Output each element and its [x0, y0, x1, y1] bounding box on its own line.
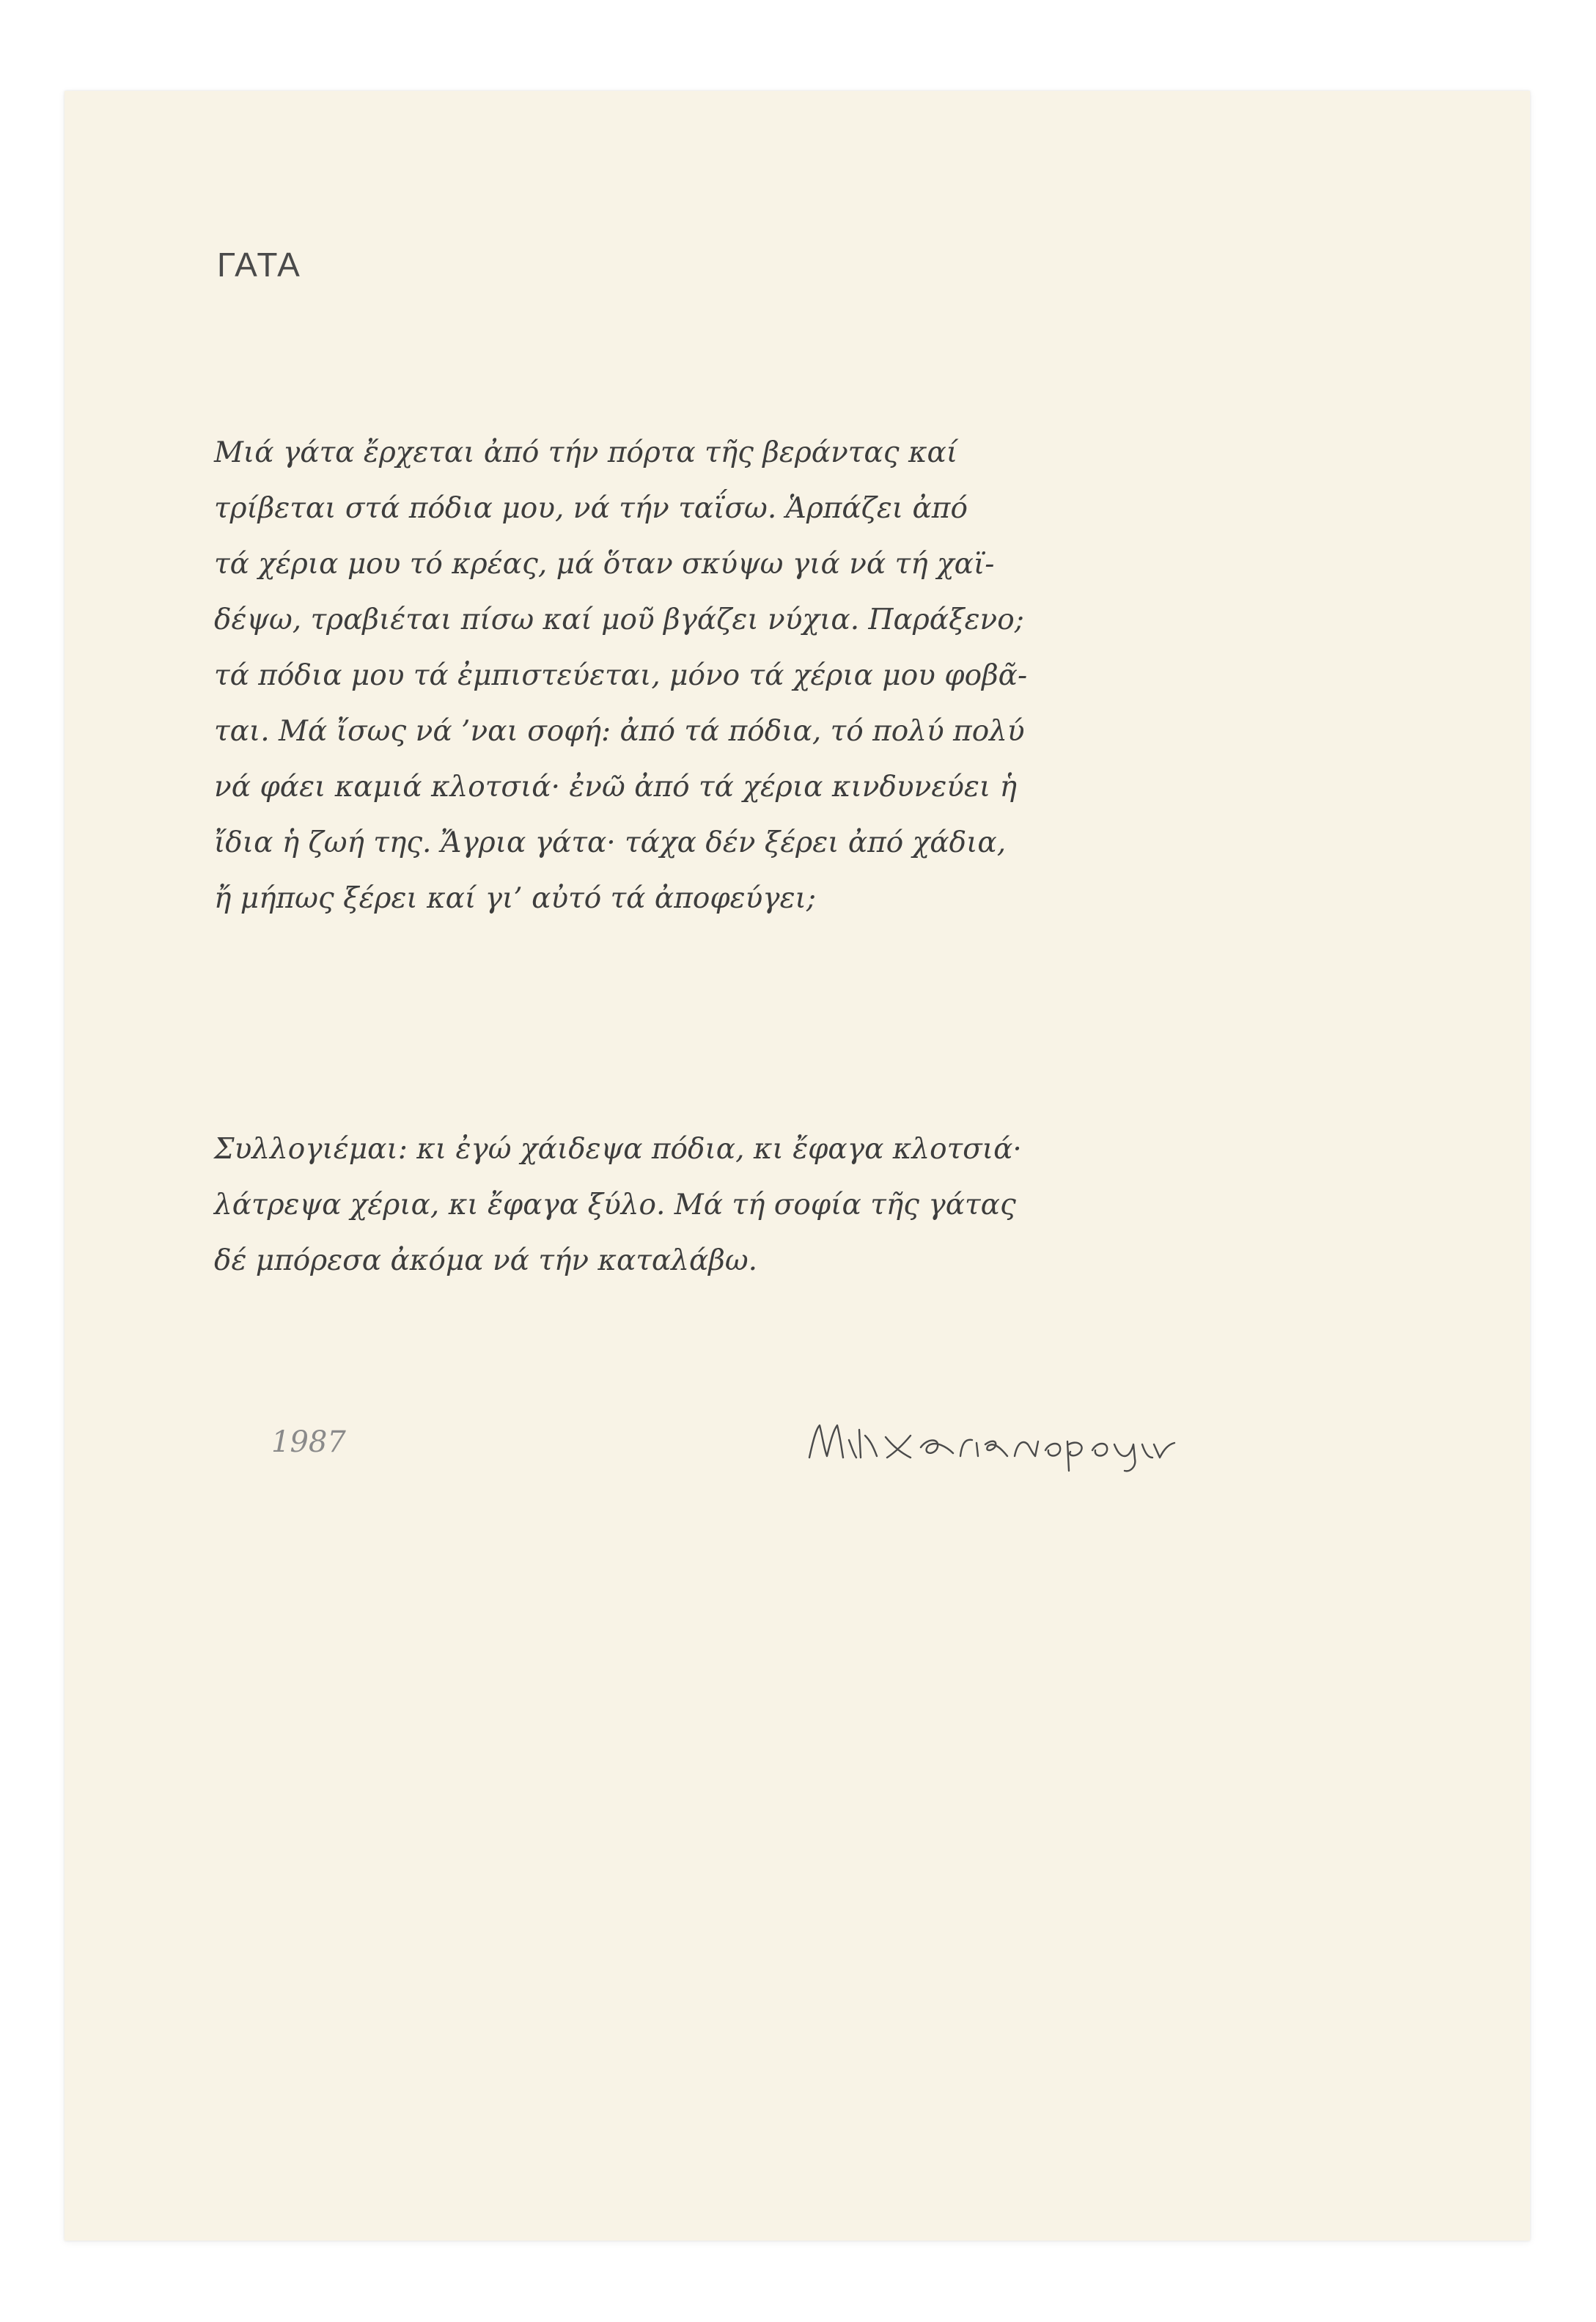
- text-line: τά πόδια μου τά ἐμπιστεύεται, μόνο τά χέρια μου φοβᾶ-: [214, 659, 1028, 692]
- text-line: ται. Μά ἴσως νά ’ναι σοφή: ἀπό τά πόδια, τό πολύ πολύ: [214, 715, 1025, 748]
- text-line: ἤ μήπως ξέρει καί γι’ αὐτό τά ἀποφεύγει;: [214, 882, 816, 915]
- text-line: λάτρεψα χέρια, κι ἔφαγα ξύλο. Μά τή σοφία τῆς γάτας: [214, 1188, 1016, 1221]
- date-year: 1987: [271, 1425, 346, 1459]
- text-line: Συλλογιέμαι: κι ἐγώ χάιδεψα πόδια, κι ἔφαγα κλοτσιά·: [214, 1133, 1022, 1166]
- text-line: τά χέρια μου τό κρέας, μά ὅταν σκύψω γιά νά τή χαϊ-: [214, 548, 995, 581]
- text-line: δέ μπόρεσα ἀκόμα νά τήν καταλάβω.: [214, 1244, 758, 1277]
- poem-paragraph-1: [214, 425, 1314, 927]
- text-line: Μιά γάτα ἔρχεται ἀπό τήν πόρτα τῆς βεράντας καί: [214, 436, 958, 469]
- poem-paragraph-2: [214, 1122, 1314, 1289]
- poem-title: ΓΑΤΑ: [217, 246, 302, 284]
- text-line: δέψω, τραβιέται πίσω καί μοῦ βγάζει νύχια. Παράξενο;: [214, 603, 1024, 636]
- handwritten-signature: [803, 1415, 1214, 1474]
- text-line: νά φάει καμιά κλοτσιά· ἐνῶ ἀπό τά χέρια κινδυνεύει ἡ: [214, 771, 1017, 804]
- text-line: ἴδια ἡ ζωή της. Ἄγρια γάτα· τάχα δέν ξέρει ἀπό χάδια,: [214, 826, 1007, 859]
- text-line: τρίβεται στά πόδια μου, νά τήν ταΐσω. Ἁρπάζει ἀπό: [214, 492, 968, 525]
